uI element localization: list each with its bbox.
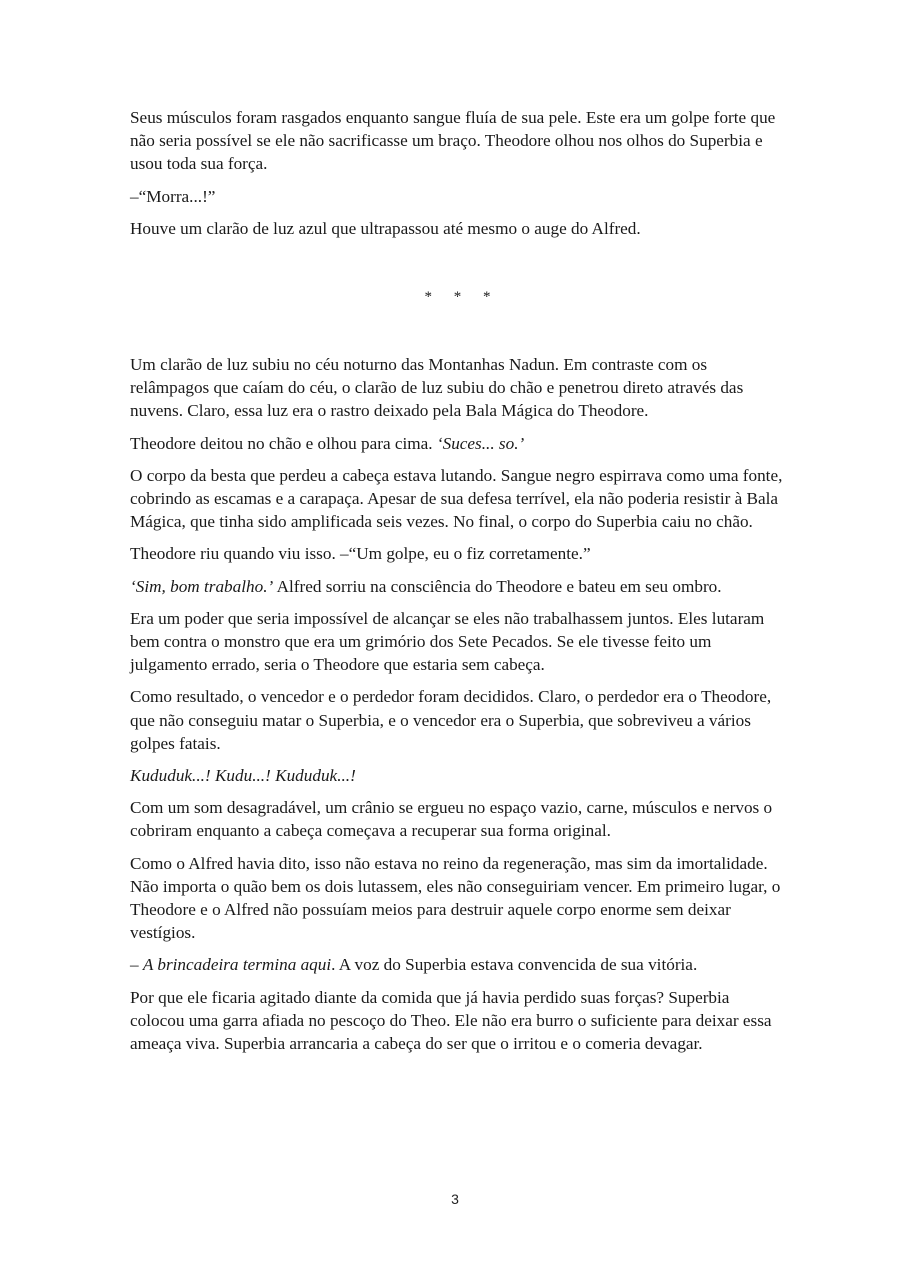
section-separator: * * * (424, 289, 491, 306)
paragraph: O corpo da besta que perdeu a cabeça estava lutando. Sangue negro espirrava como uma fonte, cobrindo as escamas e a carapaça. Apesar de sua defesa terrível, ela não poderia resistir à Bala Mágica, que tinha sido amplificada seis vezes. No final, o corpo do Superbia caiu no chão. (130, 465, 783, 532)
dialogue-line: –“Morra...!” (130, 186, 216, 206)
paragraph (130, 432, 785, 455)
paragraph-text: Theodore deitou no chão e olhou para cima. (130, 433, 437, 453)
paragraph-text: . A voz do Superbia estava convencida de sua vitória. (331, 955, 698, 975)
paragraph: Era um poder que seria impossível de alcançar se eles não trabalhassem juntos. Eles lutaram bem contra o monstro que era um grimório dos Sete Pecados. Se ele tivesse feito um julgamento errado, seria o Theodore que estaria sem cabeça. (130, 608, 765, 675)
paragraph: Houve um clarão de luz azul que ultrapassou até mesmo o auge do Alfred. (130, 218, 641, 238)
dialogue-dash: – (130, 955, 143, 975)
paragraph (130, 575, 785, 598)
paragraph: Por que ele ficaria agitado diante da comida que já havia perdido suas forças? Superbia colocou uma garra afiada no pescoço do Theo. Ele não era burro o suficiente para deixar essa ameaça viva. Superbia arrancaria a cabeça do ser que o irritou e o comeria devagar. (130, 987, 772, 1054)
paragraph: Um clarão de luz subiu no céu noturno das Montanhas Nadun. Em contraste com os relâmpagos que caíam do céu, o clarão de luz subiu do chão e penetrou direto através das nuvens. Claro, essa luz era o rastro deixado pela Bala Mágica do Theodore. (130, 355, 744, 421)
paragraph: Como resultado, o vencedor e o perdedor foram decididos. Claro, o perdedor era o Theodore, que não conseguiu matar o Superbia, e o vencedor era o Superbia, que sobreviveu a vários golpes fatais. (130, 687, 772, 753)
paragraph: Como o Alfred havia dito, isso não estava no reino da regeneração, mas sim da imortalidade. Não importa o quão bem os dois lutassem, eles não conseguiriam vencer. Em primeiro lugar, o Theodore e o Alfred não possuíam meios para destruir aquele corpo enorme sem deixar vestígios. (130, 853, 781, 943)
italic-thought: ‘Suces... so.’ (436, 433, 525, 453)
sound-effect: Kududuk...! Kudu...! Kududuk...! (130, 766, 356, 786)
page-number: 3 (451, 1191, 459, 1207)
paragraph-text: Alfred sorriu na consciência do Theodore e bateu em seu ombro. (273, 576, 722, 596)
italic-speech: A brincadeira termina aqui (142, 955, 332, 975)
document-page (130, 106, 785, 1064)
italic-thought: ‘Sim, bom trabalho.’ (130, 576, 274, 596)
paragraph: Com um som desagradável, um crânio se ergueu no espaço vazio, carne, músculos e nervos o cobriram enquanto a cabeça começava a recuperar sua forma original. (130, 798, 773, 841)
paragraph (130, 953, 785, 976)
paragraph: Seus músculos foram rasgados enquanto sangue fluía de sua pele. Este era um golpe forte que não seria possível se ele não sacrificasse um braço. Theodore olhou nos olhos do Superbia e usou toda sua força. (130, 108, 776, 174)
paragraph: Theodore riu quando viu isso. –“Um golpe, eu o fiz corretamente.” (130, 544, 591, 564)
